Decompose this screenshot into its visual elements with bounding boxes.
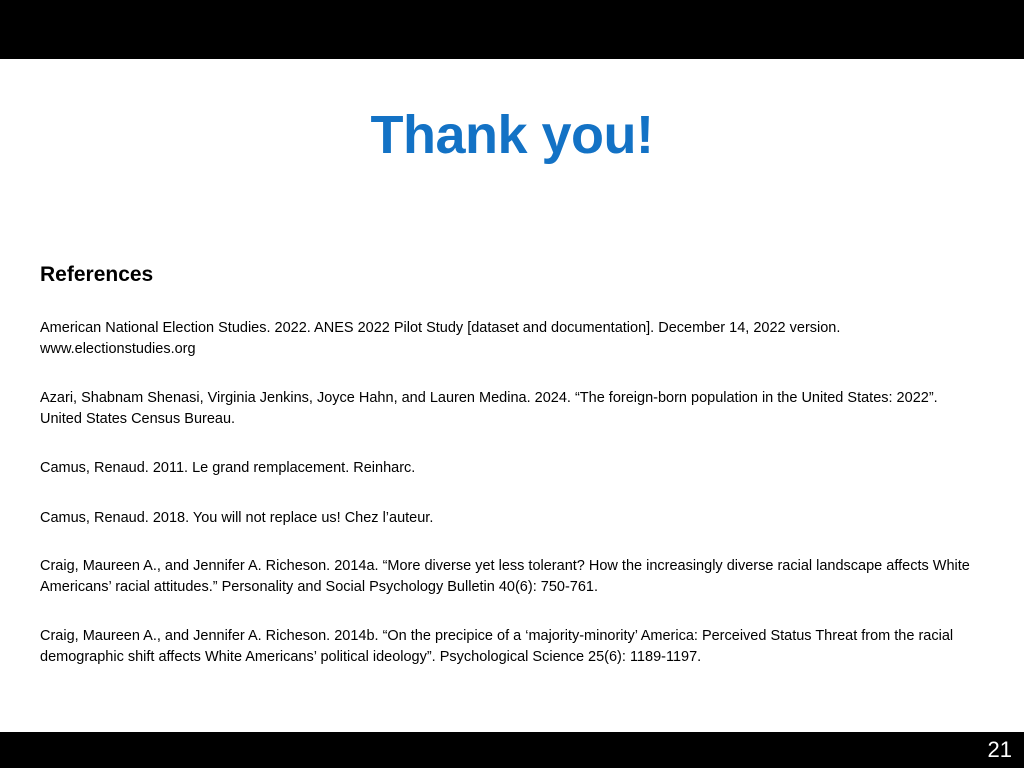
reference-item: Camus, Renaud. 2011. Le grand remplacement. Reinharc. — [40, 460, 416, 476]
reference-item: Craig, Maureen A., and Jennifer A. Richeson. 2014b. “On the precipice of a ‘majority-minority’ America: Perceived Status Threat from the racial demographic shift affects White Americans’ political ideology”. Psychological Science 25(6): 1189-1197. — [40, 628, 954, 665]
reference-list — [40, 318, 980, 696]
reference-item: Camus, Renaud. 2018. You will not replace us! Chez l’auteur. — [40, 510, 434, 526]
page-number: 21 — [987, 737, 1012, 762]
reference-item: Azari, Shabnam Shenasi, Virginia Jenkins, Joyce Hahn, and Lauren Medina. 2024. “The foreign-born population in the United States: 2022”. United States Census Bureau. — [40, 390, 938, 427]
references-heading: References — [40, 263, 154, 286]
bottom-bar — [0, 732, 1024, 768]
reference-item: Craig, Maureen A., and Jennifer A. Richeson. 2014a. “More diverse yet less tolerant? How the increasingly diverse racial landscape affects White Americans’ racial attitudes.” Personality and Social Psychology Bulletin 40(6): 750-761. — [40, 558, 970, 595]
reference-item: American National Election Studies. 2022. ANES 2022 Pilot Study [dataset and documentation]. December 14, 2022 version. www.electionstudies.org — [40, 320, 841, 357]
slide-title: Thank you! — [370, 105, 654, 165]
top-bar — [0, 0, 1024, 59]
